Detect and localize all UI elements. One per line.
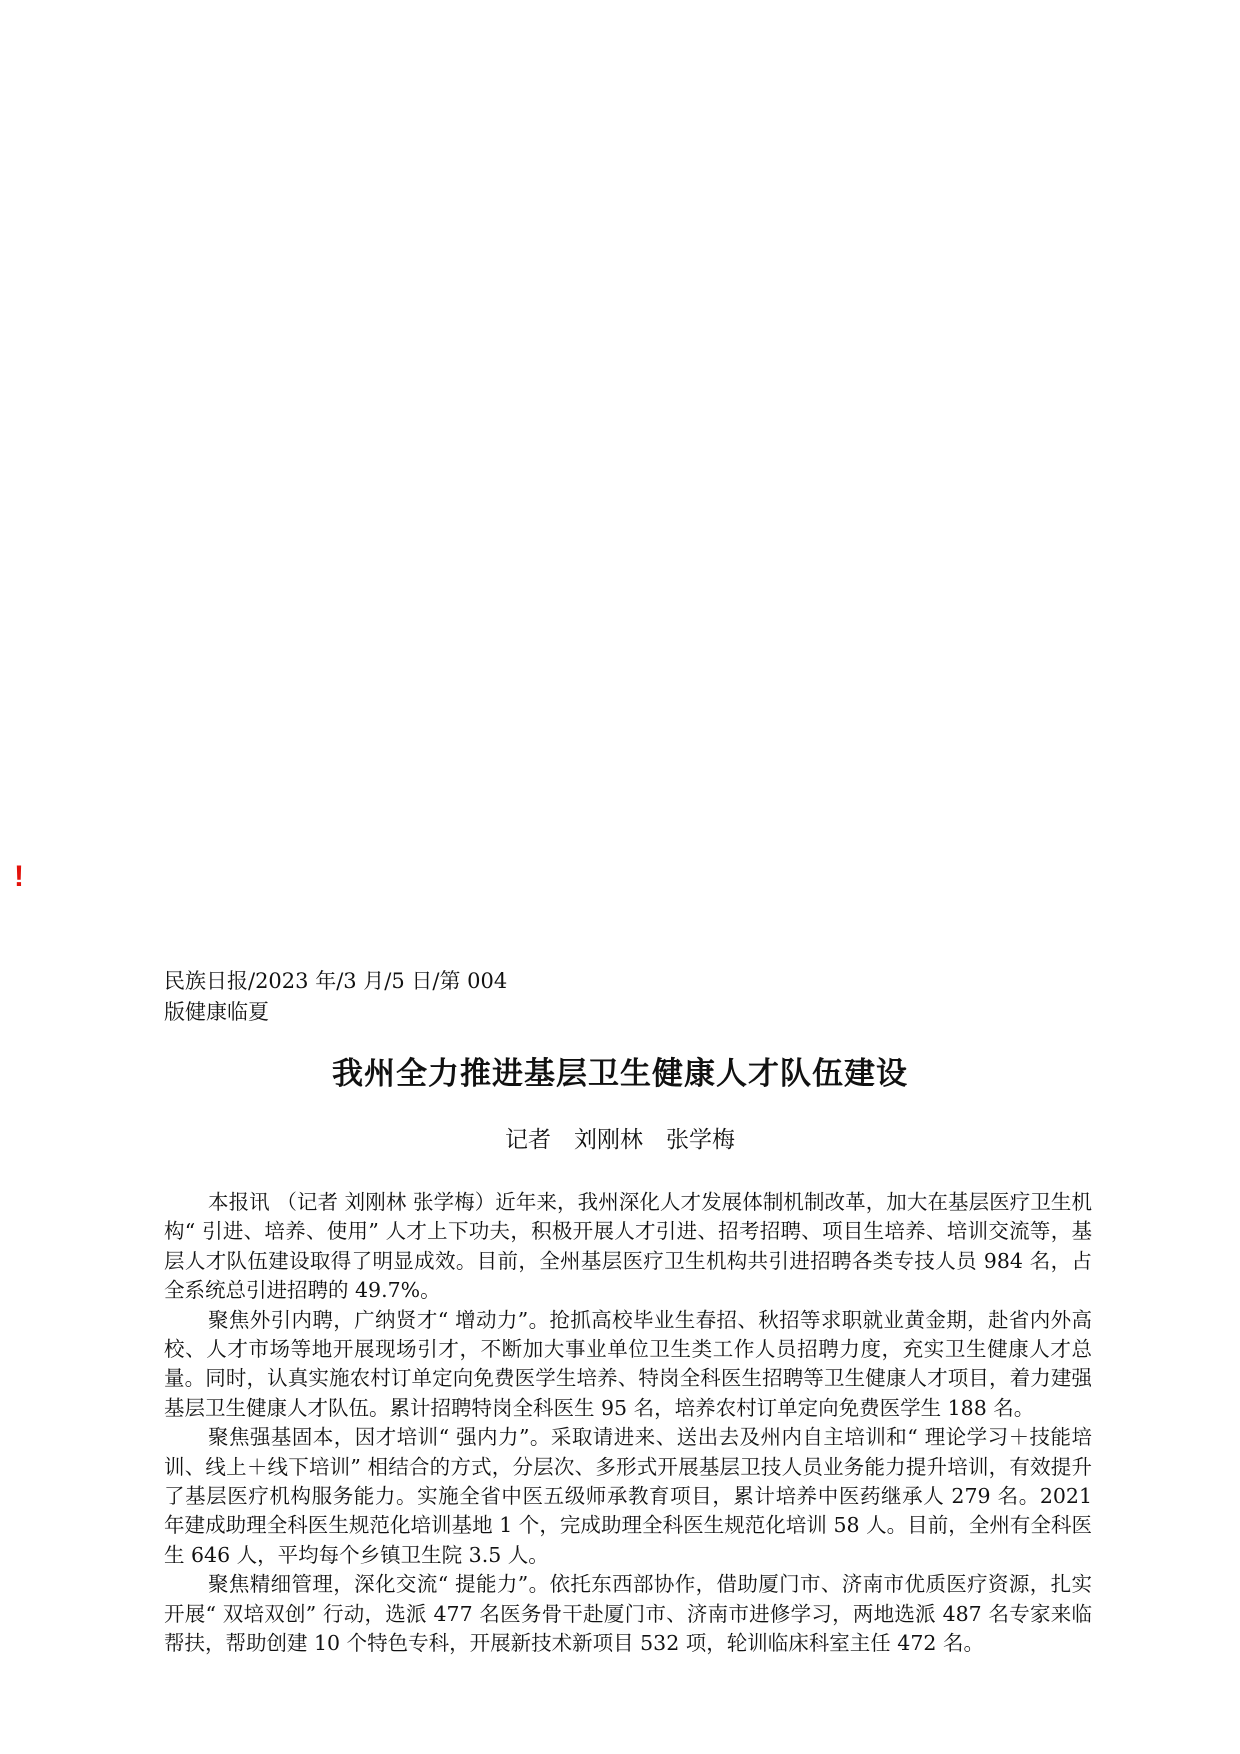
article-body <box>164 1188 1092 1659</box>
source-line: 民族日报/2023 年/3 月/5 日/第 004 版健康临夏 <box>164 969 508 1024</box>
article-headline: 我州全力推进基层卫生健康人才队伍建设 <box>332 1056 908 1092</box>
paragraph: 本报讯 （记者 刘刚林 张学梅）近年来，我州深化人才发展体制机制改革，加大在基层医疗卫生机构“ 引进、培养、使用” 人才上下功夫，积极开展人才引进、招考招聘、项目生培养、培训交流等，基层人才队伍建设取得了明显成效。目前，全州基层医疗卫生机构共引进招聘各类专技人员 984 名，占全系统总引进招聘的 49.7%。 <box>164 1190 1092 1303</box>
paragraph: 聚焦精细管理，深化交流“ 提能力”。依托东西部协作，借助厦门市、济南市优质医疗资源，扎实开展“ 双培双创” 行动，选派 477 名医务骨干赴厦门市、济南市进修学习，两地选派 487 名专家来临帮扶，帮助创建 10 个特色专科，开展新技术新项目 532 项，轮训临床科室主任 472 名。 <box>164 1572 1092 1656</box>
byline: 记者 刘刚林 张学梅 <box>505 1127 735 1153</box>
paragraph: 聚焦外引内聘，广纳贤才“ 增动力”。抢抓高校毕业生春招、秋招等求职就业黄金期，赴省内外高校、人才市场等地开展现场引才，不断加大事业单位卫生类工作人员招聘力度，充实卫生健康人才总量。同时，认真实施农村订单定向免费医学生培养、特岗全科医生招聘等卫生健康人才项目，着力建强基层卫生健康人才队伍。累计招聘特岗全科医生 95 名，培养农村订单定向免费医学生 188 名。 <box>164 1307 1092 1420</box>
exclamation-mark: ! <box>14 860 24 893</box>
paragraph: 聚焦强基固本，因才培训“ 强内力”。采取请进来、送出去及州内自主培训和“ 理论学习＋技能培训、线上＋线下培训” 相结合的方式，分层次、多形式开展基层卫技人员业务能力提升培训，有效提升了基层医疗机构服务能力。实施全省中医五级师承教育项目，累计培养中医药继承人 279 名。2021 年建成助理全科医生规范化培训基地 1 个，完成助理全科医生规范化培训 58 人。目前，全州有全科医生 646 人，平均每个乡镇卫生院 3.5 人。 <box>164 1425 1092 1567</box>
